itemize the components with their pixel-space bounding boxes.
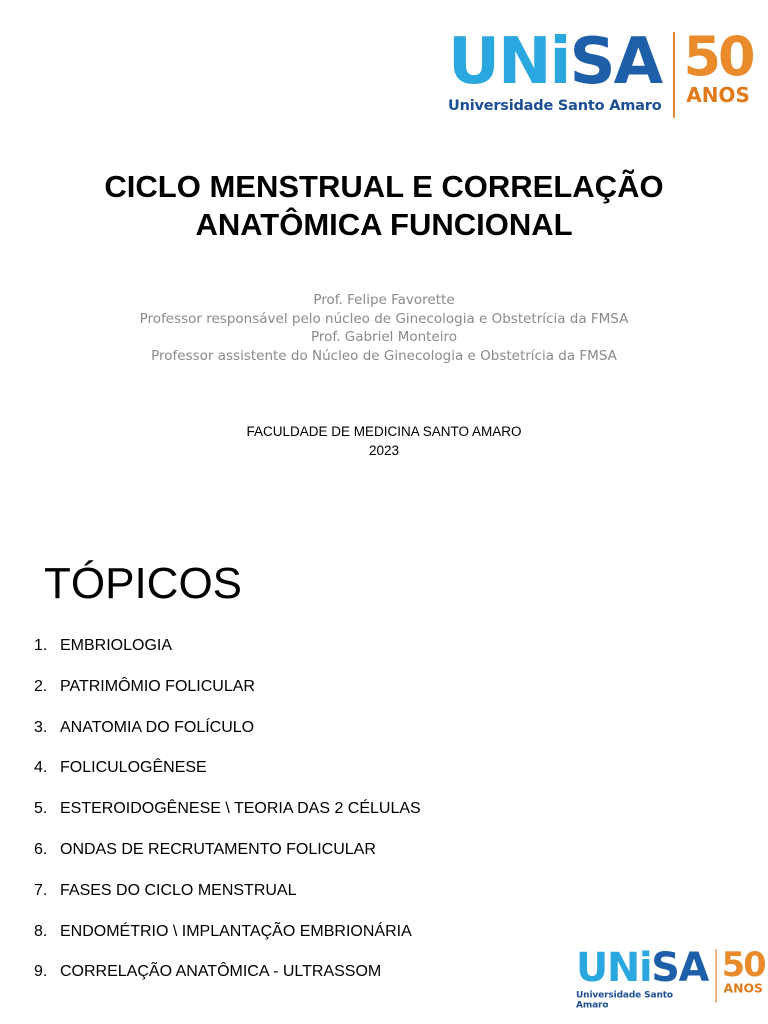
topic-item: 3. ANATOMIA DO FOLÍCULO [34,718,421,759]
logo-divider [716,949,717,1002]
author-1-role: Professor responsável pelo núcleo de Ginecologia e Obstetrícia da FMSA [139,310,629,327]
logo-sa-part: SA [651,944,709,991]
topic-item: 2. PATRIMÔMIO FOLICULAR [34,677,421,718]
anniversary-word: ANOS [686,83,750,107]
logo-anniversary [721,944,765,996]
topic-label: FOLICULOGÊNESE [60,759,207,777]
faculty-block [0,422,768,460]
logo-uni-part: UNi [576,944,652,991]
topic-item: 4. FOLICULOGÊNESE [34,758,421,799]
logo-wordmark [448,25,662,114]
topic-item: 6. ONDAS DE RECRUTAMENTO FOLICULAR [34,840,421,881]
authors-block [0,291,768,365]
topic-label: CORRELAÇÃO ANATÔMICA - ULTRASSOM [60,963,382,981]
anniversary-number: 50 [721,944,765,984]
author-1-name: Prof. Felipe Favorette [313,292,455,308]
topics-heading: TÓPICOS [44,559,243,608]
document-title [0,168,768,244]
topic-label: PATRIMÔMIO FOLICULAR [60,677,255,695]
author-2-name: Prof. Gabriel Monteiro [310,329,458,345]
author-2-role: Professor assistente do Núcleo de Ginecologia e Obstetrícia da FMSA [151,347,617,364]
faculty-name: FACULDADE DE MEDICINA SANTO AMARO [246,424,522,439]
unisa-logo-top [448,25,753,118]
logo-sa-part: SA [569,25,662,99]
logo-wordmark [576,944,709,1010]
topic-item: 9. CORRELAÇÃO ANATÔMICA - ULTRASSOM [34,962,421,1003]
topic-label: ONDAS DE RECRUTAMENTO FOLICULAR [60,840,376,858]
logo-uni-part: UNi [448,25,570,99]
topic-label: ENDOMÉTRIO \ IMPLANTAÇÃO EMBRIONÁRIA [60,922,412,940]
topic-item: 7. FASES DO CICLO MENSTRUAL [34,881,421,922]
logo-divider [673,32,675,118]
logo-anniversary [683,25,753,107]
title-line-1: CICLO MENSTRUAL E CORRELAÇÃO [104,169,664,204]
topic-label: EMBRIOLOGIA [60,637,173,654]
anniversary-word: ANOS [723,980,763,996]
logo-unisa-text [448,25,662,99]
logo-unisa-text [576,944,709,991]
logo-subtitle: Universidade Santo Amaro [448,98,662,114]
title-line-2: ANATÔMICA FUNCIONAL [195,207,573,242]
anniversary-number: 50 [683,25,753,88]
topic-label: FASES DO CICLO MENSTRUAL [60,881,297,899]
topic-item: 5. ESTEROIDOGÊNESE \ TEORIA DAS 2 CÉLULAS [34,799,421,840]
logo-subtitle: Universidade Santo Amaro [576,990,673,1010]
topic-label: ANATOMIA DO FOLÍCULO [60,718,255,736]
unisa-logo-bottom [576,944,765,1010]
topic-item: 8. ENDOMÉTRIO \ IMPLANTAÇÃO EMBRIONÁRIA [34,922,421,963]
topic-item: 1. EMBRIOLOGIA [34,636,421,677]
faculty-year: 2023 [368,443,400,458]
topics-list [34,636,421,1003]
topic-label: ESTEROIDOGÊNESE \ TEORIA DAS 2 CÉLULAS [60,800,421,818]
